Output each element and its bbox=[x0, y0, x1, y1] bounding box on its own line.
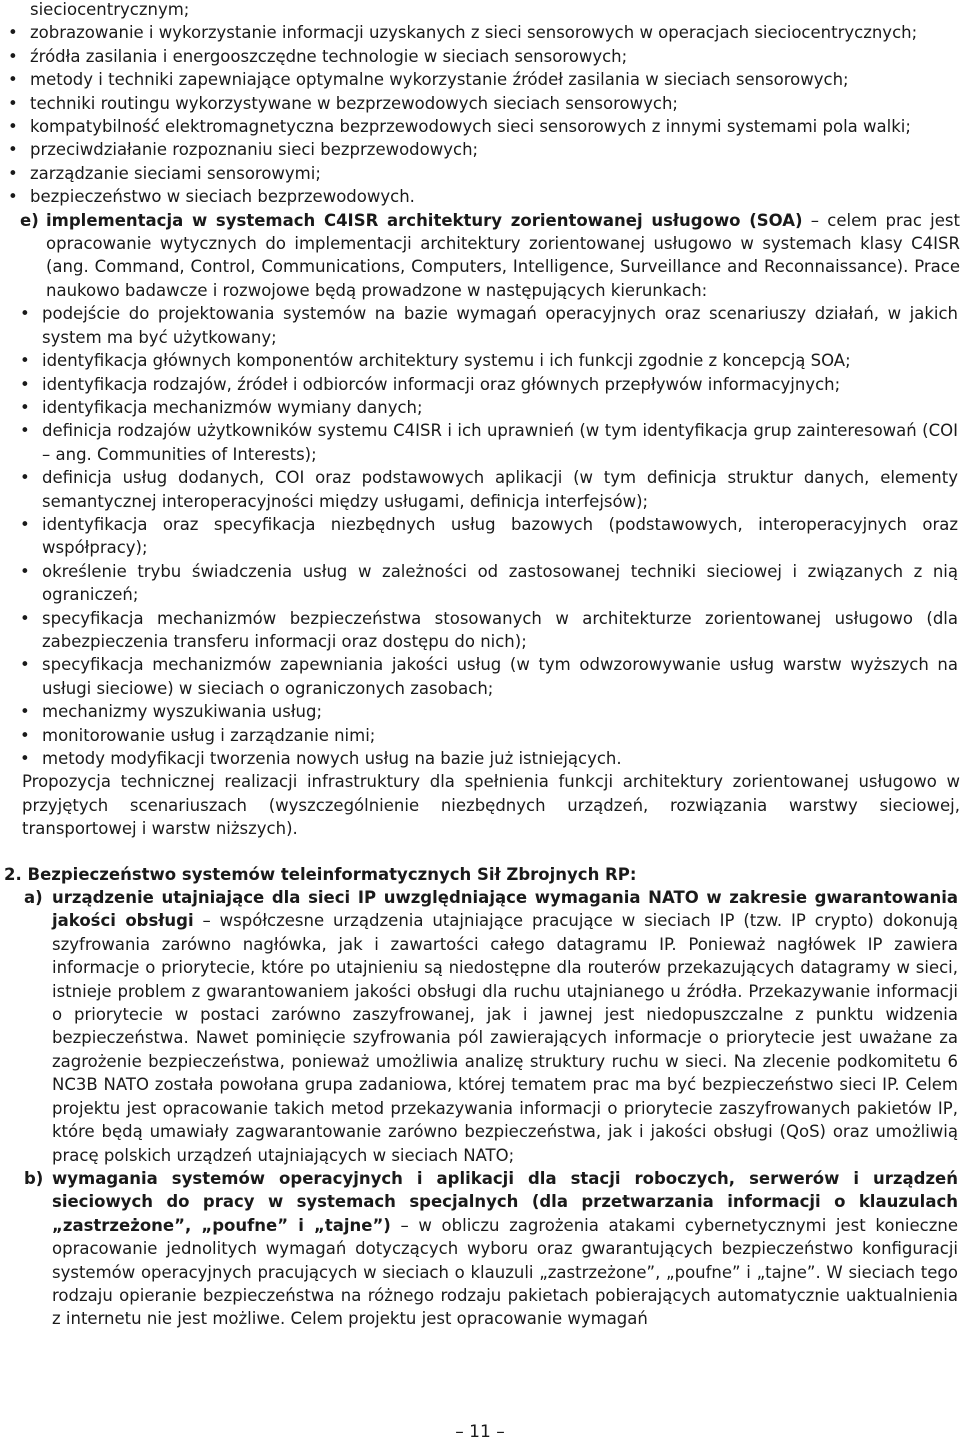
list-item: • mechanizmy wyszukiwania usług; bbox=[20, 700, 960, 723]
list-item: • specyfikacja mechanizmów bezpieczeństwa stosowanych w architekturze zorientowanej usługowo (dla zabezpieczenia transferu informacji oraz dostępu do nich); bbox=[20, 607, 960, 654]
list-item: • definicja usług dodanych, COI oraz podstawowych aplikacji (w tym definicja struktur danych, elementy semantycznej interoperacyjności między usługami, definicja interfejsów); bbox=[20, 466, 960, 513]
list-item: • identyfikacja mechanizmów wymiany danych; bbox=[20, 396, 960, 419]
list-item: • definicja rodzajów użytkowników systemu C4ISR i ich uprawnień (w tym identyfikacja grup zainteresowań (COI – ang. Communities of Interests); bbox=[20, 419, 960, 466]
item-e-label: e) bbox=[20, 210, 39, 230]
list-item: • określenie trybu świadczenia usług w zależności od zastosowanej techniki sieciowej i związanych z nią ograniczeń; bbox=[20, 560, 960, 607]
list-item: • identyfikacja rodzajów, źródeł i odbiorców informacji oraz głównych przepływów informacyjnych; bbox=[20, 373, 960, 396]
soa-bullet-list bbox=[0, 302, 960, 770]
list-item: • bezpieczeństwo w sieciach bezprzewodowych. bbox=[8, 185, 960, 208]
item-b-title: wymagania systemów operacyjnych i aplikacji dla stacji roboczych, serwerów i urządzeń sieciowych do pracy w systemach specjalnych (dla przetwarzania informacji o klauzulach „zastrzeżone”, „poufne” i „tajne”) bbox=[52, 1168, 958, 1235]
section-2 bbox=[0, 863, 960, 1331]
list-item: • źródła zasilania i energooszczędne technologie w sieciach sensorowych; bbox=[8, 45, 960, 68]
item-e-text: – celem prac jest opracowanie wytycznych do implementacji architektury zorientowanej usługowo w systemach klasy C4ISR (ang. Command, Control, Communications, Computers, Intelligence, Surveillance and Reconnaissance). Prace naukowo badawcze i rozwojowe będą prowadzone w następujących kierunkach: bbox=[46, 210, 960, 300]
list-item: • podejście do projektowania systemów na bazie wymagań operacyjnych oraz scenariuszy działań, w jakich system ma być użytkowany; bbox=[20, 302, 960, 349]
sensor-network-bullet-list bbox=[0, 21, 960, 208]
item-b-text: – w obliczu zagrożenia atakami cybernetycznymi jest konieczne opracowanie jednolitych wymagań dotyczących wyboru oraz gwarantujących bezpieczeństwo konfiguracji systemów operacyjnych pracujących w sieciach o klauzuli „zastrzeżone”, „poufne” i „tajne”. W sieciach tego rodzaju opieranie bezpieczeństwa na różnego rodzaju pakietach pobierających automatycznie uaktualnienia z internetu nie jest możliwe. Celem projektu jest opracowanie wymagań bbox=[52, 1215, 958, 1329]
item-a-label: a) bbox=[24, 888, 43, 908]
item-e-title: implementacja w systemach C4ISR architektury zorientowanej usługowo (SOA) bbox=[46, 210, 803, 230]
item-e bbox=[20, 209, 960, 303]
item-b-label: b) bbox=[24, 1168, 44, 1188]
list-item: • specyfikacja mechanizmów zapewniania jakości usług (w tym odwzorowywanie usług warstw wyższych na usługi sieciowe) w sieciach o ograniczonych zasobach; bbox=[20, 653, 960, 700]
section-2-title: 2. Bezpieczeństwo systemów teleinformatycznych Sił Zbrojnych RP: bbox=[4, 864, 637, 884]
page-number: – 11 – bbox=[455, 1422, 505, 1442]
continued-line: sieciocentrycznym; bbox=[30, 0, 190, 19]
list-item: • techniki routingu wykorzystywane w bezprzewodowych sieciach sensorowych; bbox=[8, 92, 960, 115]
list-item: • zobrazowanie i wykorzystanie informacji uzyskanych z sieci sensorowych w operacjach sieciocentrycznych; bbox=[8, 21, 960, 44]
item-a-text: – współczesne urządzenia utajniające pracujące w sieciach IP (tzw. IP crypto) dokonują szyfrowania zarówno nagłówka, jak i zawartości całego datagramu IP. Ponieważ nagłówek IP zawiera informacje o priorytecie, które po utajnieniu są niedostępne dla routerów przekazujących datagramy w sieci, istnieje problem z gwarantowaniem jakości obsługi dla ruchu utajnianego u źródła. Przekazywanie informacji o priorytecie w postaci zarówno zaszyfrowanej, jak i jawnej jest niedopuszczalne z punktu widzenia bezpieczeństwa. Nawet pominięcie szyfrowania pól zawierających informacje o priorytecie jest uważane za zagrożenie bezpieczeństwa, ponieważ umożliwia analizę struktury ruchu w sieci. Na zlecenie podkomitetu 6 NC3B NATO została powołana grupa zadaniowa, której tematem prac ma być bezpieczeństwo sieci IP. Celem projektu jest opracowanie takich metod przekazywania informacji o priorytecie zaszyfrowanych pakietów IP, które będą umawiały zagwarantowanie zarówno bezpieczeństwa, jak i jakości obsługi (QoS) oraz umożliwią pracę polskich urządzeń utajniających w sieciach NATO; bbox=[52, 911, 958, 1165]
list-item: • monitorowanie usług i zarządzanie nimi; bbox=[20, 724, 960, 747]
item-b bbox=[24, 1167, 960, 1331]
list-item: • metody i techniki zapewniające optymalne wykorzystanie źródeł zasilania w sieciach sensorowych; bbox=[8, 68, 960, 91]
proposal-paragraph: Propozycja technicznej realizacji infrastruktury dla spełnienia funkcji architektury zorientowanej usługowo w przyjętych scenariuszach (wyszczególnienie niezbędnych urządzeń, rozwiązania warstwy sieciowej, transportowej i warstw niższych). bbox=[22, 772, 960, 839]
item-a bbox=[24, 886, 960, 1167]
list-item: • identyfikacja oraz specyfikacja niezbędnych usług bazowych (podstawowych, interoperacyjnych oraz współpracy); bbox=[20, 513, 960, 560]
list-item: • kompatybilność elektromagnetyczna bezprzewodowych sieci sensorowych z innymi systemami pola walki; bbox=[8, 115, 960, 138]
list-item: • zarządzanie sieciami sensorowymi; bbox=[8, 162, 960, 185]
list-item: • przeciwdziałanie rozpoznaniu sieci bezprzewodowych; bbox=[8, 138, 960, 161]
list-item: • metody modyfikacji tworzenia nowych usług na bazie już istniejących. bbox=[20, 747, 960, 770]
list-item: • identyfikacja głównych komponentów architektury systemu i ich funkcji zgodnie z koncepcją SOA; bbox=[20, 349, 960, 372]
item-a-title: urządzenie utajniające dla sieci IP uwzględniające wymagania NATO w zakresie gwarantowania jakości obsługi bbox=[52, 888, 958, 931]
